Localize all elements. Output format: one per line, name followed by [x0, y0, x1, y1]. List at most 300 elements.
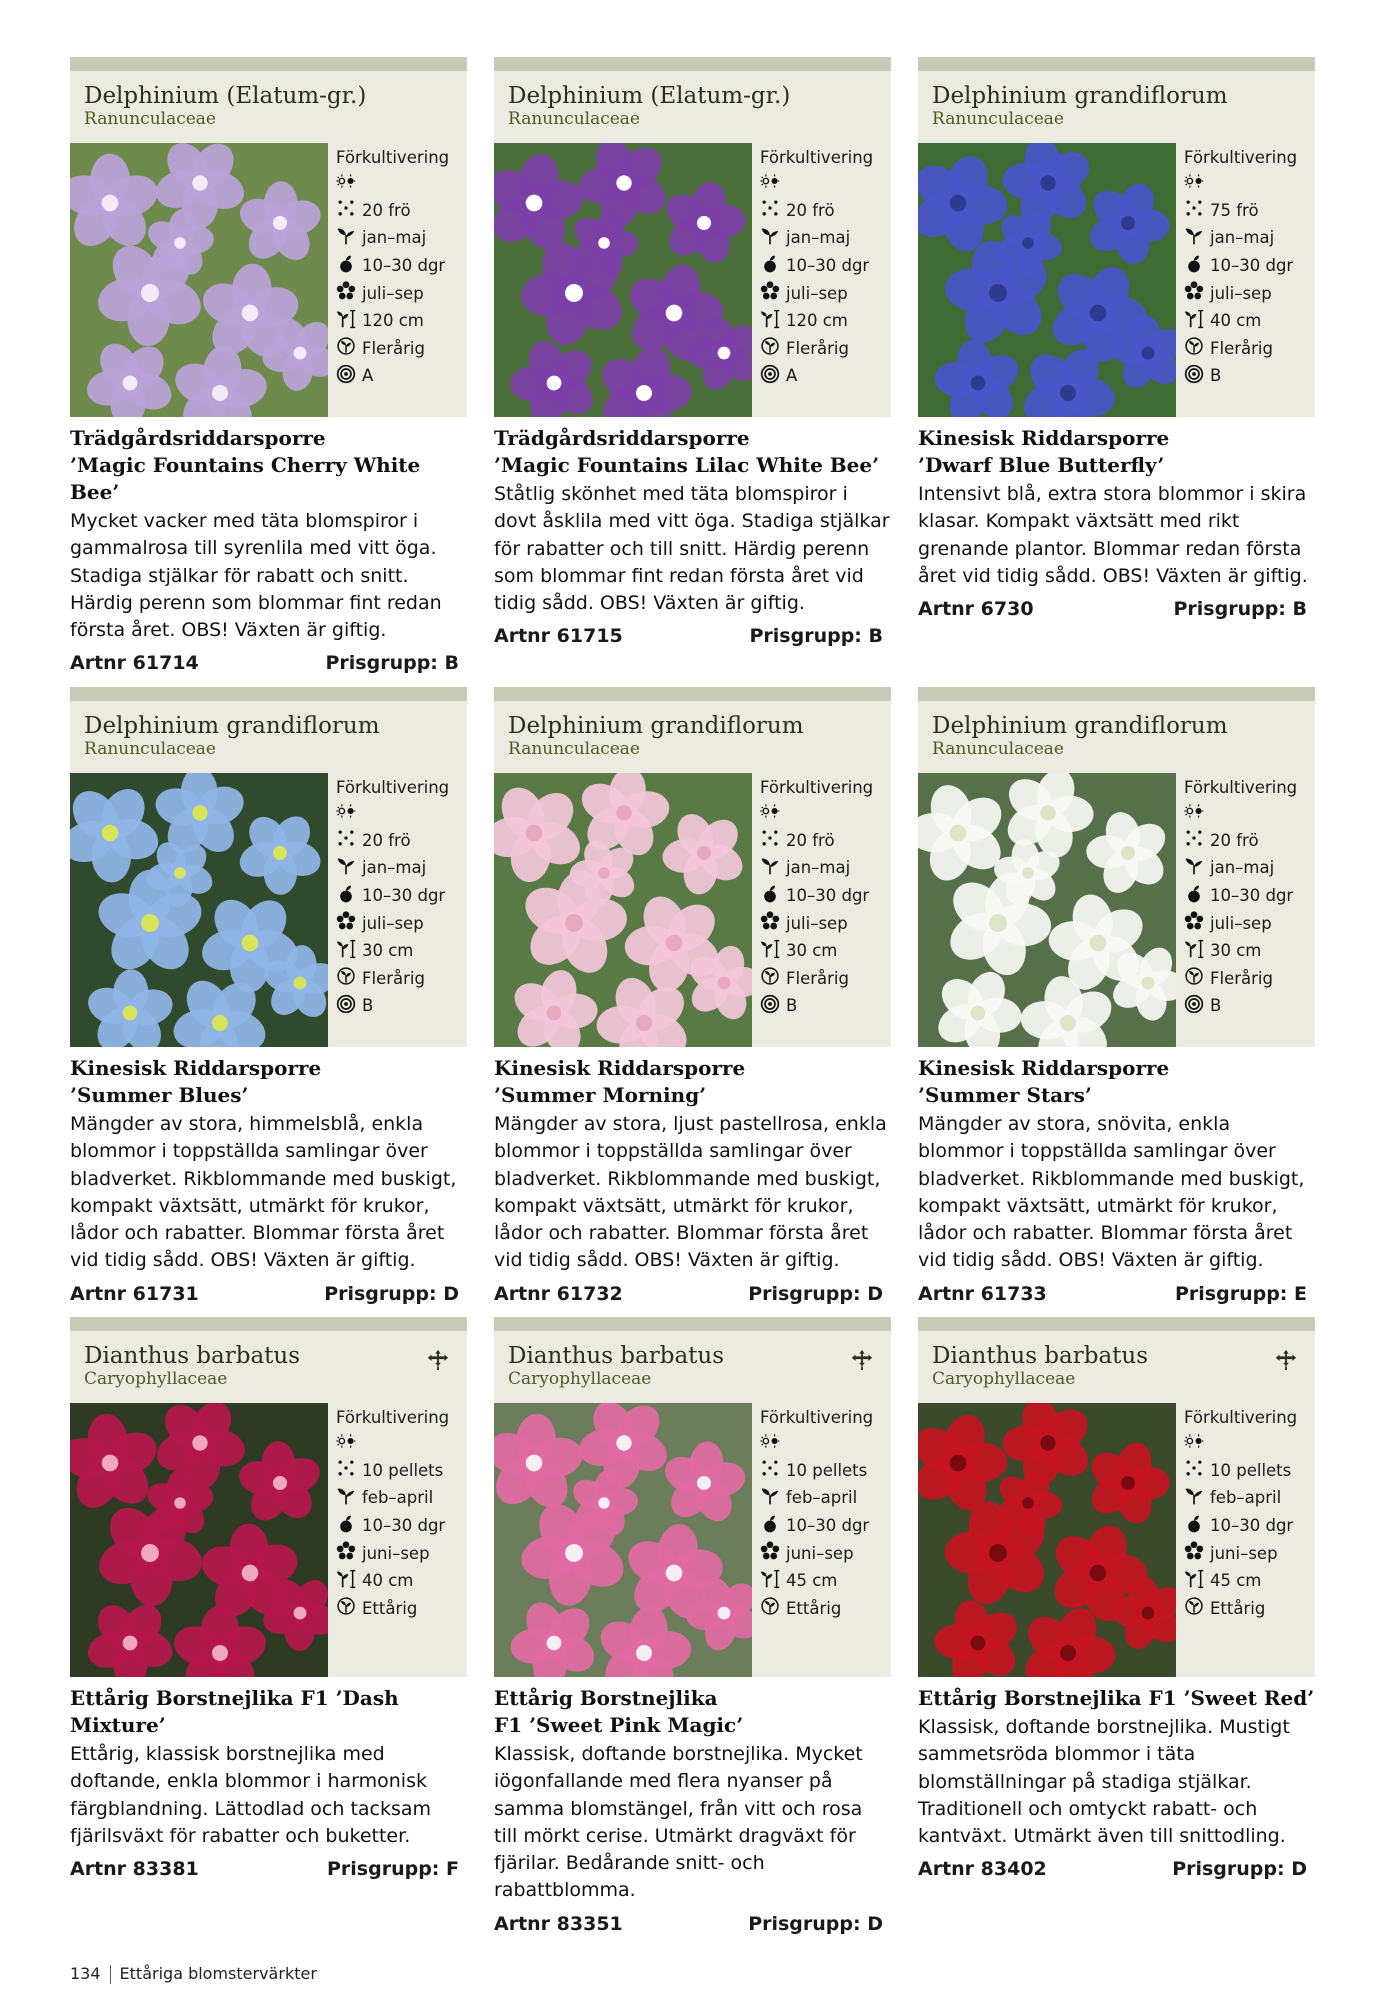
- seed-count-icon: [760, 1458, 786, 1482]
- info-germ: 10–30 dgr: [786, 256, 870, 276]
- plant-height-icon: [336, 939, 362, 963]
- product-card: [494, 687, 891, 1305]
- info-row: [1184, 937, 1315, 965]
- plant-height-icon: [1184, 1569, 1210, 1593]
- info-seeds: 75 frö: [1210, 200, 1259, 220]
- info-row: [336, 1539, 467, 1567]
- product-card: [918, 1317, 1315, 1880]
- info-height: 120 cm: [786, 311, 848, 331]
- info-sow: jan–maj: [786, 858, 851, 878]
- info-life: Flerårig: [786, 338, 849, 358]
- card-header: [494, 701, 891, 773]
- plant-photo: [918, 773, 1176, 1047]
- info-row: [336, 827, 467, 855]
- info-row: [760, 1512, 891, 1540]
- latin-name: Dianthus barbatus: [932, 1343, 1149, 1369]
- product-card: [494, 57, 891, 647]
- card-footer: [494, 1283, 891, 1305]
- info-zone: B: [1210, 996, 1222, 1016]
- plant-height-icon: [760, 939, 786, 963]
- info-title: Förkultivering: [760, 1408, 874, 1427]
- germination-icon: [336, 1514, 362, 1538]
- info-row: [1184, 1539, 1315, 1567]
- info-row: [760, 362, 891, 390]
- info-row: [336, 362, 467, 390]
- article-number: Artnr 61715: [494, 625, 623, 648]
- card-top-band: [918, 57, 1315, 71]
- seed-count-icon: [1184, 198, 1210, 222]
- life-cycle-icon: [336, 336, 362, 360]
- card-top-band: [494, 1317, 891, 1331]
- plant-height-icon: [760, 1569, 786, 1593]
- plant-family: Ranunculaceae: [508, 739, 640, 759]
- card-body: [494, 143, 891, 417]
- info-row: [1184, 1595, 1315, 1623]
- product-name: [494, 1055, 891, 1109]
- germination-icon: [336, 254, 362, 278]
- germination-icon: [760, 884, 786, 908]
- life-cycle-icon: [1184, 1596, 1210, 1620]
- product-name-line1: Trädgårdsriddarsporre: [494, 426, 750, 450]
- info-row: [760, 909, 891, 937]
- sun-halfshade-icon: [760, 171, 786, 195]
- info-life: Flerårig: [1210, 338, 1273, 358]
- seed-count-icon: [336, 198, 362, 222]
- info-row: [1184, 909, 1315, 937]
- card-footer: [70, 1283, 467, 1305]
- info-seeds: 20 frö: [786, 200, 835, 220]
- seed-count-icon: [1184, 828, 1210, 852]
- seed-count-icon: [1184, 1458, 1210, 1482]
- info-sow: feb–april: [1210, 1488, 1282, 1508]
- product-description: Klassisk, doftande borstnejlika. Mustigt sammetsröda blommor i täta blomställningar på stadiga stjälkar. Traditionell och omtyckt rabatt- och kantväxt. Utmärkt även till snittodling.: [918, 1716, 1290, 1848]
- info-height: 120 cm: [362, 311, 424, 331]
- product-description: Mängder av stora, ljust pastellrosa, enkla blommor i toppställda samlingar över bladverket. Rikblommande med buskigt, kompakt växtsätt, utmärkt för krukor, lådor och rabatter. Blommar första året vid tidig sådd. OBS! Växten är giftig.: [494, 1113, 887, 1272]
- section-title: Ettåriga blomstervärkter: [119, 1964, 317, 1983]
- product-description: Mängder av stora, himmelsblå, enkla blommor i toppställda samlingar över bladverket. Rikblommande med buskigt, kompakt växtsätt, utmärkt för krukor, lådor och rabatter. Blommar första året vid tidig sådd. OBS! Växten är giftig.: [70, 1113, 457, 1272]
- footer-divider: [110, 1965, 111, 1984]
- seed-count-icon: [336, 1458, 362, 1482]
- info-seeds: 20 frö: [1210, 830, 1259, 850]
- product-name-line2: ’Dwarf Blue Butterfly’: [918, 453, 1165, 477]
- sowing-time-icon: [1184, 1486, 1210, 1510]
- card-header: [494, 71, 891, 143]
- info-life: Ettårig: [1210, 1598, 1266, 1618]
- info-row: [1184, 224, 1315, 252]
- card-top-band: [494, 57, 891, 71]
- life-cycle-icon: [1184, 966, 1210, 990]
- info-row: [760, 1429, 891, 1457]
- card-header: [494, 1331, 891, 1403]
- card-body: [70, 1403, 467, 1677]
- info-row: [1184, 1512, 1315, 1540]
- info-germ: 10–30 dgr: [362, 1516, 446, 1536]
- sowing-time-icon: [1184, 226, 1210, 250]
- info-bloom: juni–sep: [362, 1543, 430, 1563]
- sowing-time-icon: [760, 226, 786, 250]
- info-row: [1184, 827, 1315, 855]
- info-row: [760, 882, 891, 910]
- info-row: [1184, 307, 1315, 335]
- card-body: [918, 143, 1315, 417]
- life-cycle-icon: [760, 1596, 786, 1620]
- info-row: [1184, 799, 1315, 827]
- info-height: 40 cm: [362, 1571, 414, 1591]
- info-zone: B: [362, 996, 374, 1016]
- card-header: [70, 701, 467, 773]
- product-card: [70, 1317, 467, 1880]
- info-sow: jan–maj: [362, 858, 427, 878]
- article-number: Artnr 61714: [70, 652, 199, 675]
- plant-photo: [918, 1403, 1176, 1677]
- latin-name: Delphinium grandiflorum: [932, 713, 1228, 739]
- card-body: [918, 773, 1315, 1047]
- germination-icon: [760, 254, 786, 278]
- plant-family: Caryophyllaceae: [508, 1369, 652, 1389]
- card-header: [70, 1331, 467, 1403]
- flowering-time-icon: [760, 281, 786, 305]
- info-row: [1184, 992, 1315, 1020]
- info-row: [336, 1512, 467, 1540]
- info-row: [336, 909, 467, 937]
- info-row: [336, 799, 467, 827]
- product-description: Mycket vacker med täta blomspiror i gammalrosa till syrenlila med vitt öga. Stadiga stjälkar för rabatt och snitt. Härdig perenn som blommar fint redan första året. OBS! Växten är giftig.: [70, 510, 442, 642]
- germination-icon: [760, 1514, 786, 1538]
- flowering-time-icon: [1184, 281, 1210, 305]
- sun-halfshade-icon: [1184, 801, 1210, 825]
- plant-family: Ranunculaceae: [84, 109, 216, 129]
- info-row: [760, 307, 891, 335]
- card-body: [918, 1403, 1315, 1677]
- card-header: [70, 71, 467, 143]
- latin-name: Delphinium (Elatum-gr.): [84, 83, 367, 109]
- seed-count-icon: [336, 828, 362, 852]
- card-footer: [918, 1858, 1315, 1880]
- article-number: Artnr 83402: [918, 1858, 1047, 1881]
- info-row: [336, 1595, 467, 1623]
- info-row: [760, 224, 891, 252]
- card-footer: [494, 625, 891, 647]
- f1-hybrid-icon: [1275, 1349, 1297, 1371]
- info-row: [336, 1567, 467, 1595]
- product-name: [918, 425, 1315, 479]
- info-germ: 10–30 dgr: [362, 256, 446, 276]
- sowing-time-icon: [1184, 856, 1210, 880]
- product-name: [918, 1055, 1315, 1109]
- card-top-band: [918, 687, 1315, 701]
- flowering-time-icon: [760, 911, 786, 935]
- info-height: 45 cm: [786, 1571, 838, 1591]
- info-row: [1184, 1484, 1315, 1512]
- flowering-time-icon: [336, 1541, 362, 1565]
- life-cycle-icon: [1184, 336, 1210, 360]
- life-cycle-icon: [760, 966, 786, 990]
- latin-name: Delphinium (Elatum-gr.): [508, 83, 791, 109]
- product-description: Ståtlig skönhet med täta blomspiror i dovt åsklila med vitt öga. Stadiga stjälkar för rabatter och till snitt. Härdig perenn som blommar fint redan första året vid tidig sådd. OBS! Växten är giftig.: [494, 483, 890, 615]
- product-description: Intensivt blå, extra stora blommor i skira klasar. Kompakt växtsätt med rikt grenande plantor. Blommar redan första året vid tidig sådd. OBS! Växten är giftig.: [918, 483, 1308, 587]
- plant-height-icon: [336, 309, 362, 333]
- info-row: [1184, 1567, 1315, 1595]
- product-card: [70, 687, 467, 1305]
- sowing-time-icon: [336, 226, 362, 250]
- card-top-band: [918, 1317, 1315, 1331]
- article-number: Artnr 6730: [918, 598, 1034, 621]
- seed-count-icon: [760, 198, 786, 222]
- info-row: [336, 965, 467, 993]
- card-header: [918, 701, 1315, 773]
- product-name-line1: Ettårig Borstnejlika F1 ’Sweet Red’: [918, 1686, 1315, 1710]
- card-footer: [70, 652, 467, 674]
- info-life: Flerårig: [362, 968, 425, 988]
- latin-name: Delphinium grandiflorum: [508, 713, 804, 739]
- info-row: [760, 965, 891, 993]
- product-name-line1: Kinesisk Riddarsporre: [494, 1056, 746, 1080]
- card-footer: [918, 1283, 1315, 1305]
- sun-halfshade-icon: [336, 1431, 362, 1455]
- info-row: [336, 169, 467, 197]
- info-row: [336, 1457, 467, 1485]
- info-bloom: juli–sep: [786, 283, 848, 303]
- plant-family: Ranunculaceae: [84, 739, 216, 759]
- info-row: [760, 252, 891, 280]
- info-life: Ettårig: [786, 1598, 842, 1618]
- product-name-line1: Kinesisk Riddarsporre: [918, 426, 1170, 450]
- info-row: [760, 169, 891, 197]
- plant-family: Caryophyllaceae: [84, 1369, 228, 1389]
- sowing-time-icon: [336, 856, 362, 880]
- product-name-line2: ’Summer Morning’: [494, 1083, 707, 1107]
- info-row: [336, 1484, 467, 1512]
- info-zone: B: [786, 996, 798, 1016]
- price-group: Prisgrupp: F: [326, 1858, 459, 1881]
- card-header: [918, 1331, 1315, 1403]
- info-row: [1184, 1457, 1315, 1485]
- growing-info: [1176, 143, 1315, 417]
- life-cycle-icon: [336, 966, 362, 990]
- product-description: Klassisk, doftande borstnejlika. Mycket iögonfallande med flera nyanser på samma blomstängel, från vitt och rosa till mörkt cerise. Utmärkt dragväxt för fjärilar. Bedårande snitt- och rabattblomma.: [494, 1743, 863, 1902]
- product-name-line2: ’Magic Fountains Lilac White Bee’: [494, 453, 880, 477]
- plant-photo: [494, 143, 752, 417]
- germination-icon: [1184, 1514, 1210, 1538]
- life-cycle-icon: [336, 1596, 362, 1620]
- card-footer: [70, 1858, 467, 1880]
- info-seeds: 10 pellets: [362, 1460, 444, 1480]
- info-seeds: 20 frö: [362, 830, 411, 850]
- info-height: 30 cm: [1210, 941, 1262, 961]
- product-name: [70, 425, 467, 506]
- latin-name: Delphinium grandiflorum: [84, 713, 380, 739]
- info-germ: 10–30 dgr: [786, 886, 870, 906]
- info-row: [760, 197, 891, 225]
- sun-halfshade-icon: [1184, 171, 1210, 195]
- article-number: Artnr 61733: [918, 1282, 1047, 1305]
- seed-count-icon: [760, 828, 786, 852]
- card-footer: [494, 1913, 891, 1935]
- flowering-time-icon: [760, 1541, 786, 1565]
- flowering-time-icon: [1184, 911, 1210, 935]
- info-row: [336, 992, 467, 1020]
- product-card: [70, 57, 467, 674]
- info-germ: 10–30 dgr: [786, 1516, 870, 1536]
- info-seeds: 20 frö: [786, 830, 835, 850]
- info-row: [1184, 362, 1315, 390]
- hardiness-zone-icon: [336, 364, 362, 388]
- article-number: Artnr 83351: [494, 1912, 623, 1935]
- info-title: Förkultivering: [1184, 1408, 1298, 1427]
- flowering-time-icon: [336, 281, 362, 305]
- price-group: Prisgrupp: D: [1172, 1858, 1307, 1881]
- card-top-band: [494, 687, 891, 701]
- info-row: [760, 1539, 891, 1567]
- growing-info: [328, 143, 467, 417]
- card-footer: [918, 598, 1315, 620]
- info-zone: B: [1210, 366, 1222, 386]
- latin-name: Dianthus barbatus: [84, 1343, 301, 1369]
- product-card: [494, 1317, 891, 1935]
- info-height: 45 cm: [1210, 1571, 1262, 1591]
- life-cycle-icon: [760, 336, 786, 360]
- card-body: [494, 773, 891, 1047]
- info-seeds: 10 pellets: [786, 1460, 868, 1480]
- sun-halfshade-icon: [336, 171, 362, 195]
- growing-info: [752, 143, 891, 417]
- hardiness-zone-icon: [1184, 994, 1210, 1018]
- plant-height-icon: [1184, 939, 1210, 963]
- germination-icon: [1184, 254, 1210, 278]
- info-sow: feb–april: [786, 1488, 858, 1508]
- price-group: Prisgrupp: B: [1173, 598, 1307, 621]
- info-row: [1184, 882, 1315, 910]
- info-row: [760, 1567, 891, 1595]
- growing-info: [328, 1403, 467, 1677]
- product-name-line1: Trädgårdsriddarsporre: [70, 426, 326, 450]
- flowering-time-icon: [336, 911, 362, 935]
- product-description: Mängder av stora, snövita, enkla blommor i toppställda samlingar över bladverket. Rikblommande med buskigt, kompakt växtsätt, utmärkt för krukor, lådor och rabatter. Blommar första året vid tidig sådd. OBS! Växten är giftig.: [918, 1113, 1305, 1272]
- info-row: [336, 937, 467, 965]
- page-number: 134: [70, 1964, 101, 1983]
- info-zone: A: [362, 366, 374, 386]
- info-row: [336, 882, 467, 910]
- article-number: Artnr 83381: [70, 1858, 199, 1881]
- product-description: Ettårig, klassisk borstnejlika med doftande, enkla blommor i harmonisk färgblandning. Lättodlad och tacksam fjärilsväxt för rabatter och buketter.: [70, 1743, 432, 1847]
- sun-halfshade-icon: [1184, 1431, 1210, 1455]
- info-title: Förkultivering: [1184, 148, 1298, 167]
- sun-halfshade-icon: [336, 801, 362, 825]
- info-seeds: 10 pellets: [1210, 1460, 1292, 1480]
- info-row: [760, 1457, 891, 1485]
- price-group: Prisgrupp: D: [324, 1282, 459, 1305]
- latin-name: Delphinium grandiflorum: [932, 83, 1228, 109]
- page-footer: [70, 1964, 317, 1984]
- info-life: Flerårig: [362, 338, 425, 358]
- info-row: [760, 937, 891, 965]
- info-row: [336, 197, 467, 225]
- info-row: [760, 992, 891, 1020]
- info-row: [760, 827, 891, 855]
- info-row: [760, 335, 891, 363]
- info-row: [1184, 854, 1315, 882]
- info-row: [1184, 335, 1315, 363]
- info-row: [336, 335, 467, 363]
- product-name: [70, 1055, 467, 1109]
- info-bloom: juli–sep: [1210, 913, 1272, 933]
- hardiness-zone-icon: [760, 994, 786, 1018]
- info-life: Flerårig: [786, 968, 849, 988]
- sun-halfshade-icon: [760, 801, 786, 825]
- hardiness-zone-icon: [336, 994, 362, 1018]
- plant-photo: [70, 773, 328, 1047]
- info-sow: jan–maj: [786, 228, 851, 248]
- info-title: Förkultivering: [760, 148, 874, 167]
- info-row: [760, 1484, 891, 1512]
- info-life: Flerårig: [1210, 968, 1273, 988]
- latin-name: Dianthus barbatus: [508, 1343, 725, 1369]
- info-sow: jan–maj: [1210, 228, 1275, 248]
- info-row: [1184, 252, 1315, 280]
- info-row: [336, 252, 467, 280]
- hardiness-zone-icon: [760, 364, 786, 388]
- growing-info: [328, 773, 467, 1047]
- info-bloom: juli–sep: [786, 913, 848, 933]
- product-name-line2: ’Summer Stars’: [918, 1083, 1092, 1107]
- product-name: [70, 1685, 467, 1739]
- card-body: [70, 143, 467, 417]
- sowing-time-icon: [336, 1486, 362, 1510]
- info-row: [336, 279, 467, 307]
- info-title: Förkultivering: [336, 778, 450, 797]
- plant-family: Ranunculaceae: [932, 109, 1064, 129]
- info-life: Ettårig: [362, 1598, 418, 1618]
- info-row: [760, 1595, 891, 1623]
- info-row: [760, 854, 891, 882]
- plant-height-icon: [760, 309, 786, 333]
- plant-family: Caryophyllaceae: [932, 1369, 1076, 1389]
- plant-photo: [494, 773, 752, 1047]
- article-number: Artnr 61732: [494, 1282, 623, 1305]
- card-body: [70, 773, 467, 1047]
- info-row: [1184, 169, 1315, 197]
- germination-icon: [336, 884, 362, 908]
- price-group: Prisgrupp: B: [749, 625, 883, 648]
- product-name: [494, 425, 891, 479]
- sun-halfshade-icon: [760, 1431, 786, 1455]
- info-title: Förkultivering: [336, 1408, 450, 1427]
- info-title: Förkultivering: [1184, 778, 1298, 797]
- product-name-line2: ’Magic Fountains Cherry White Bee’: [70, 453, 421, 504]
- f1-hybrid-icon: [851, 1349, 873, 1371]
- f1-hybrid-icon: [427, 1349, 449, 1371]
- info-bloom: juni–sep: [786, 1543, 854, 1563]
- sowing-time-icon: [760, 856, 786, 880]
- info-row: [336, 1429, 467, 1457]
- info-bloom: juli–sep: [362, 283, 424, 303]
- info-germ: 10–30 dgr: [362, 886, 446, 906]
- info-seeds: 20 frö: [362, 200, 411, 220]
- info-sow: feb–april: [362, 1488, 434, 1508]
- growing-info: [752, 1403, 891, 1677]
- plant-photo: [494, 1403, 752, 1677]
- product-name-line1: Kinesisk Riddarsporre: [70, 1056, 322, 1080]
- info-row: [760, 279, 891, 307]
- plant-photo: [70, 1403, 328, 1677]
- product-name-line2: ’Summer Blues’: [70, 1083, 249, 1107]
- info-row: [336, 307, 467, 335]
- plant-family: Ranunculaceae: [932, 739, 1064, 759]
- product-name-line1: Ettårig Borstnejlika: [494, 1686, 718, 1710]
- growing-info: [1176, 773, 1315, 1047]
- price-group: Prisgrupp: D: [748, 1912, 883, 1935]
- info-height: 30 cm: [786, 941, 838, 961]
